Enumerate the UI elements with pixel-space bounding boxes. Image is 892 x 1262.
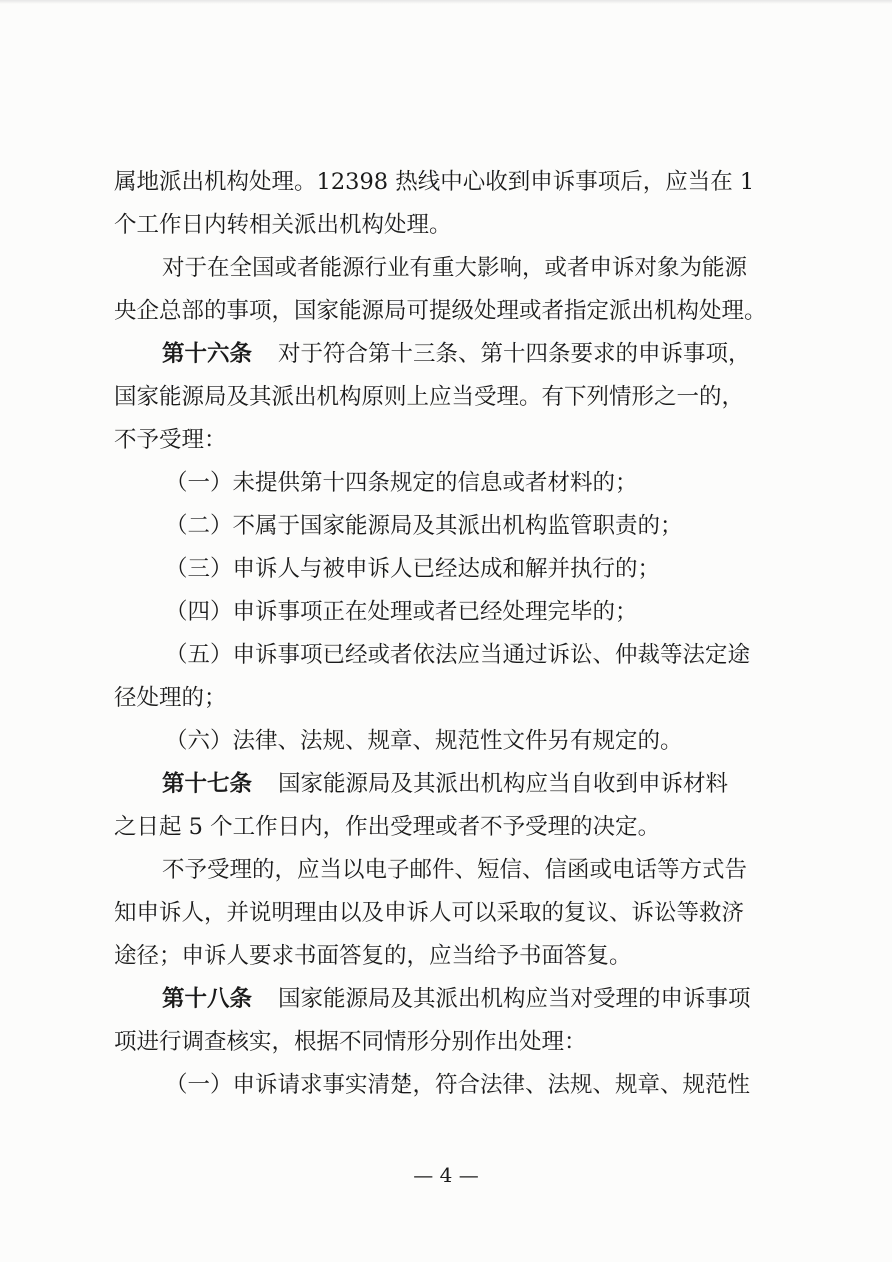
list-item-7: （一）申诉请求事实清楚，符合法律、法规、规章、规范性 [165, 1072, 751, 1098]
text-line-2: 个工作日内转相关派出机构处理。 [114, 212, 452, 238]
page-top-edge [0, 0, 892, 4]
text-line-7: 不予受理： [114, 427, 227, 453]
text-line-9: 之日起 5 个工作日内，作出受理或者不予受理的决定。 [114, 814, 661, 840]
article-17-first-line [162, 769, 728, 799]
page-number: — 4 — [413, 1163, 479, 1187]
text-line-10: 不予受理的，应当以电子邮件、短信、信函或电话等方式告 [162, 857, 748, 883]
article-18-heading: 第十八条 [162, 986, 253, 1012]
list-item-4: （四）申诉事项正在处理或者已经处理完毕的； [165, 599, 638, 625]
article-17-text: 国家能源局及其派出机构应当自收到申诉材料 [278, 771, 729, 797]
article-17-heading: 第十七条 [162, 771, 253, 797]
list-item-5-continuation: 径处理的； [114, 685, 227, 711]
article-16-heading: 第十六条 [162, 341, 253, 367]
article-18-first-line [162, 984, 751, 1014]
list-item-1: （一）未提供第十四条规定的信息或者材料的； [165, 470, 638, 496]
text-line-4: 央企总部的事项，国家能源局可提级处理或者指定派出机构处理。 [114, 298, 767, 324]
article-16-text: 对于符合第十三条、第十四条要求的申诉事项， [278, 341, 751, 367]
text-line-1: 属地派出机构处理。12398 热线中心收到申诉事项后，应当在 1 [114, 169, 755, 195]
list-item-6: （六）法律、法规、规章、规范性文件另有规定的。 [165, 728, 683, 754]
list-item-2: （二）不属于国家能源局及其派出机构监管职责的； [165, 513, 683, 539]
text-line-3: 对于在全国或者能源行业有重大影响，或者申诉对象为能源 [162, 255, 748, 281]
list-item-3: （三）申诉人与被申诉人已经达成和解并执行的； [165, 556, 661, 582]
article-18-text: 国家能源局及其派出机构应当对受理的申诉事项 [278, 986, 751, 1012]
article-16-first-line [162, 339, 751, 369]
text-line-11: 知申诉人，并说明理由以及申诉人可以采取的复议、诉讼等救济 [114, 900, 745, 926]
text-line-12: 途径；申诉人要求书面答复的，应当给予书面答复。 [114, 943, 632, 969]
text-line-14: 项进行调查核实，根据不同情形分别作出处理： [114, 1029, 587, 1055]
text-line-6: 国家能源局及其派出机构原则上应当受理。有下列情形之一的， [114, 384, 745, 410]
list-item-5: （五）申诉事项已经或者依法应当通过诉讼、仲裁等法定途 [165, 642, 751, 668]
